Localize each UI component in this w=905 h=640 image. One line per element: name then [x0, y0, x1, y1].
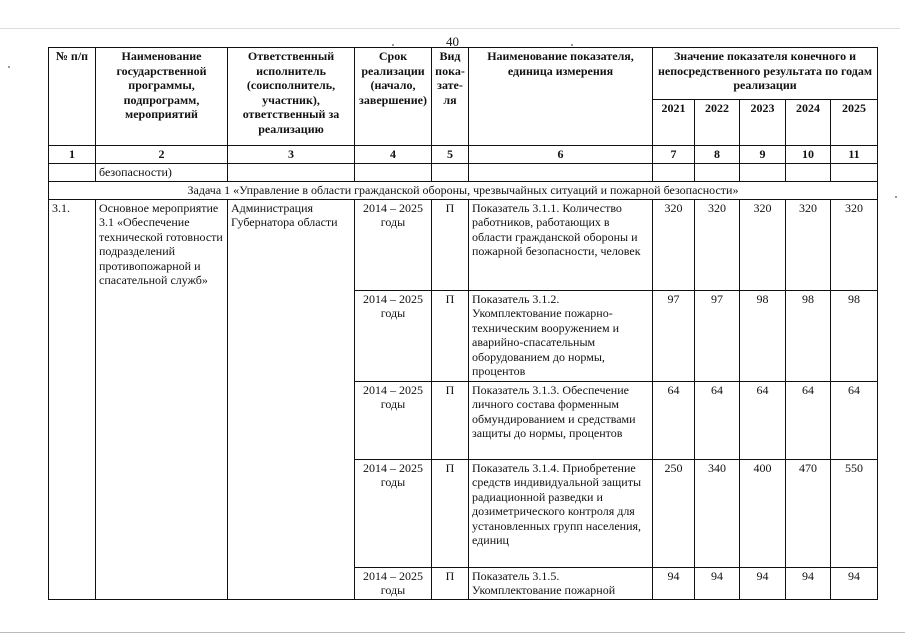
header-executor: Ответственный исполнитель (соисполнитель, участник), ответственный за реализацию: [228, 48, 355, 146]
indicator-value: 64: [653, 381, 695, 459]
header-year: 2023: [740, 100, 786, 146]
indicator-period: 2014 – 2025 годы: [355, 199, 432, 290]
indicator-value: 98: [786, 290, 831, 381]
scan-speck: [895, 196, 897, 198]
indicator-value: 320: [831, 199, 878, 290]
scan-mark: [0, 632, 905, 633]
indicator-type: П: [432, 459, 469, 567]
scan-speck: [571, 44, 573, 46]
indicator-value: 550: [831, 459, 878, 567]
indicator-value: 64: [786, 381, 831, 459]
scan-mark: [0, 28, 900, 29]
indicator-period: 2014 – 2025 годы: [355, 381, 432, 459]
indicator-name: Показатель 3.1.4. Приобретение средств индивидуальной защиты радиационной разведки и дозиметрического контроля для установленных групп населения, единиц: [469, 459, 653, 567]
header-period: Срок реализации (начало, завершение): [355, 48, 432, 146]
indicator-name: Показатель 3.1.5. Укомплектование пожарной: [469, 567, 653, 599]
indicator-name: Показатель 3.1.1. Количество работников, работающих в области гражданской обороны и пожарной безопасности, человек: [469, 199, 653, 290]
header-indicator: Наименование показателя, единица измерения: [469, 48, 653, 146]
header-row: [49, 48, 878, 100]
task-title: Задача 1 «Управление в области гражданской обороны, чрезвычайных ситуаций и пожарной безопасности»: [49, 181, 878, 199]
indicator-value: 250: [653, 459, 695, 567]
task-row: [49, 181, 878, 199]
indicator-value: 97: [695, 290, 740, 381]
column-number: 7: [653, 146, 695, 164]
indicator-period: 2014 – 2025 годы: [355, 459, 432, 567]
column-number: 1: [49, 146, 96, 164]
scan-speck: [8, 66, 10, 68]
indicator-value: 64: [695, 381, 740, 459]
indicator-value: 320: [695, 199, 740, 290]
measure-executor: Администрация Губернатора области: [228, 199, 355, 599]
column-number: 8: [695, 146, 740, 164]
column-number: 6: [469, 146, 653, 164]
indicator-type: П: [432, 199, 469, 290]
column-numbers-row: [49, 146, 878, 164]
indicator-value: 470: [786, 459, 831, 567]
header-type: Вид пока-зате-ля: [432, 48, 469, 146]
measure-number: 3.1.: [49, 199, 96, 599]
indicator-value: 98: [740, 290, 786, 381]
column-number: 9: [740, 146, 786, 164]
column-number: 11: [831, 146, 878, 164]
indicator-value: 340: [695, 459, 740, 567]
header-num: № п/п: [49, 48, 96, 146]
indicator-name: Показатель 3.1.3. Обеспечение личного состава форменным обмундированием и средствами защиты до нормы, процентов: [469, 381, 653, 459]
column-number: 5: [432, 146, 469, 164]
indicator-value: 98: [831, 290, 878, 381]
indicator-period: 2014 – 2025 годы: [355, 290, 432, 381]
indicator-type: П: [432, 381, 469, 459]
indicator-type: П: [432, 567, 469, 599]
header-program: Наименование государственной программы, подпрограмм, мероприятий: [96, 48, 228, 146]
header-year: 2021: [653, 100, 695, 146]
indicator-period: 2014 – 2025 годы: [355, 567, 432, 599]
continuation-row: [49, 163, 878, 181]
indicator-value: 320: [653, 199, 695, 290]
indicator-value: 94: [653, 567, 695, 599]
column-number: 3: [228, 146, 355, 164]
page-number: 40: [446, 34, 459, 49]
scan-speck: [392, 44, 394, 46]
indicator-name: Показатель 3.1.2. Укомплектование пожарно-техническим вооружением и аварийно-спасательным оборудованием до нормы, процентов: [469, 290, 653, 381]
continuation-text: безопасности): [96, 163, 228, 181]
header-values-group: Значение показателя конечного и непосредственного результата по годам реализации: [653, 48, 878, 100]
column-number: 4: [355, 146, 432, 164]
indicator-value: 320: [740, 199, 786, 290]
indicator-value: 94: [786, 567, 831, 599]
indicator-value: 400: [740, 459, 786, 567]
indicator-row: [49, 199, 878, 290]
measure-name: Основное мероприятие 3.1 «Обеспечение технической готовности подразделений противопожарной и спасательной служб»: [96, 199, 228, 599]
header-year: 2024: [786, 100, 831, 146]
indicator-value: 64: [831, 381, 878, 459]
indicator-value: 94: [695, 567, 740, 599]
indicator-type: П: [432, 290, 469, 381]
indicator-value: 94: [831, 567, 878, 599]
indicators-table: [48, 47, 878, 600]
indicator-value: 94: [740, 567, 786, 599]
column-number: 10: [786, 146, 831, 164]
indicator-value: 320: [786, 199, 831, 290]
indicator-value: 97: [653, 290, 695, 381]
header-year: 2022: [695, 100, 740, 146]
column-number: 2: [96, 146, 228, 164]
header-year: 2025: [831, 100, 878, 146]
indicator-value: 64: [740, 381, 786, 459]
